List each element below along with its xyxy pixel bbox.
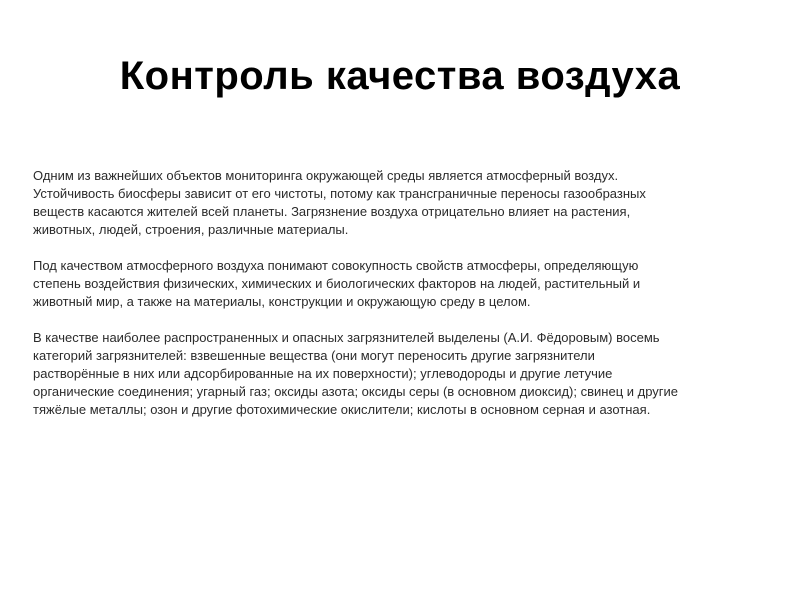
text-line: веществ касаются жителей всей планеты. Загрязнение воздуха отрицательно влияет на растения,: [33, 204, 631, 219]
text-line: В качестве наиболее распространенных и опасных загрязнителей выделены (А.И. Фёдоровым) восемь: [33, 330, 660, 345]
text-line: Под качеством атмосферного воздуха понимают совокупность свойств атмосферы, определяющую: [33, 258, 639, 273]
slide-title: Контроль качества воздуха: [119, 54, 681, 98]
text-line: категорий загрязнителей: взвешенные вещества (они могут переносить другие загрязнители: [33, 348, 595, 363]
text-line: животный мир, а также на материалы, конструкции и окружающую среду в целом.: [33, 294, 531, 309]
text-line: растворённые в них или адсорбированные на их поверхности); углеводороды и другие летучие: [33, 366, 613, 381]
text-line: животных, людей, строения, различные материалы.: [33, 222, 349, 237]
slide-body: [33, 167, 775, 437]
text-line: степень воздействия физических, химических и биологических факторов на людей, растительный и: [33, 276, 641, 291]
text-line: органические соединения; угарный газ; оксиды азота; оксиды серы (в основном диоксид); свинец и другие: [33, 384, 679, 399]
text-line: Одним из важнейших объектов мониторинга окружающей среды является атмосферный воздух.: [33, 168, 619, 183]
paragraph-air-quality: [33, 257, 775, 311]
paragraph-definition-monitoring: [33, 167, 775, 239]
text-line: тяжёлые металлы; озон и другие фотохимические окислители; кислоты в основном серная и азотная.: [33, 402, 651, 417]
text-line: Устойчивость биосферы зависит от его чистоты, потому как трансграничные переносы газообразных: [33, 186, 646, 201]
paragraph-pollutant-categories: [33, 329, 775, 419]
